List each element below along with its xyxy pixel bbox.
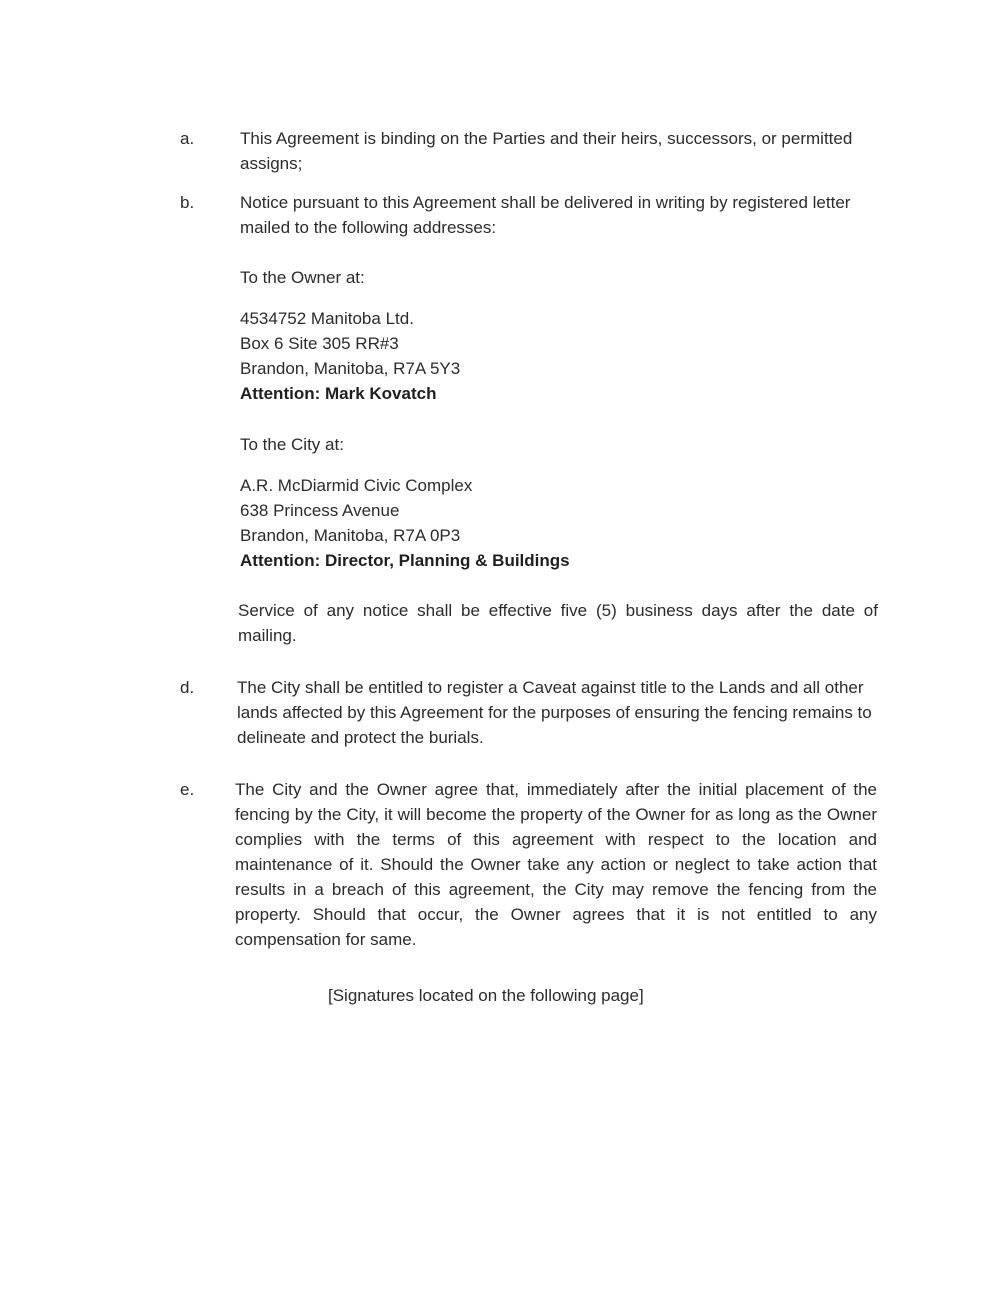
owner-address-line3: Brandon, Manitoba, R7A 5Y3 <box>240 359 461 378</box>
item-a-text: This Agreement is binding on the Parties and their heirs, successors, or permitted assigns; <box>240 129 853 173</box>
city-address-line2: 638 Princess Avenue <box>240 501 400 520</box>
city-attention: Attention: Director, Planning & Buildings <box>240 551 570 570</box>
city-address-line3: Brandon, Manitoba, R7A 0P3 <box>240 526 461 545</box>
item-b-marker: b. <box>180 193 195 212</box>
item-b-text: Notice pursuant to this Agreement shall be delivered in writing by registered letter mailed to the following addresses: <box>240 193 851 237</box>
owner-address-heading: To the Owner at: <box>240 268 365 287</box>
item-e-marker: e. <box>180 780 195 799</box>
owner-address-block <box>240 265 880 406</box>
item-d-text: The City shall be entitled to register a Caveat against title to the Lands and all other lands affected by this Agreement for the purposes of ensuring the fencing remains to delineate and protect the burials. <box>237 678 872 747</box>
owner-address-line1: 4534752 Manitoba Ltd. <box>240 309 414 328</box>
item-e-text: The City and the Owner agree that, immediately after the initial placement of the fencing by the City, it will become the property of the Owner for as long as the Owner complies with the terms of this agreement with respect to the location and maintenance of it. Should the Owner take any action or neglect to take action that results in a breach of this agreement, the City may remove the fencing from the property. Should that occur, the Owner agrees that it is not entitled to any compensation for same. <box>235 780 877 949</box>
city-address-heading: To the City at: <box>240 435 344 454</box>
signatures-note: [Signatures located on the following page] <box>328 986 644 1005</box>
owner-attention: Attention: Mark Kovatch <box>240 384 437 403</box>
city-address-block <box>240 432 880 573</box>
owner-address-line2: Box 6 Site 305 RR#3 <box>240 334 399 353</box>
item-d-marker: d. <box>180 678 195 697</box>
city-address-line1: A.R. McDiarmid Civic Complex <box>240 476 473 495</box>
item-a-marker: a. <box>180 129 195 148</box>
service-notice: Service of any notice shall be effective five (5) business days after the date of mailing. <box>238 601 878 645</box>
